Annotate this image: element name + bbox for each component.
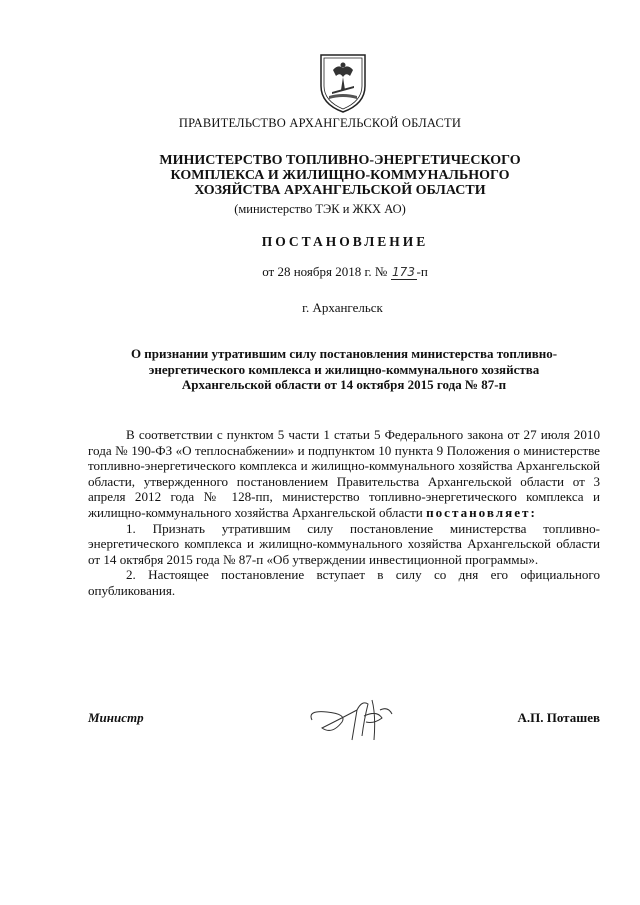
ministry-short-name: (министерство ТЭК и ЖКХ АО) [234,202,406,216]
ministry-name-line: ХОЗЯЙСТВА АРХАНГЕЛЬСКОЙ ОБЛАСТИ [194,183,486,198]
body-intro-text: В соответствии с пунктом 5 части 1 статьи 5 Федерального закона от 27 июля 2010 года № 190-ФЗ «О теплоснабжении» и подпунктом 10 пункта 9 Положения о министерстве топливно-энергетического комплекса и жилищно-коммунального хозяйства Архангельской области, утвержденного постановлением Правительства Архангельской области от 3 апреля 2012 года № 128-пп, министерство топливно-энергетического комплекса и жилищно-коммунального хозяйства Архангельской области [88,427,600,520]
document-date: от 28 ноября 2018 г. № [262,264,388,279]
document-title-line: О признании утратившим силу постановления министерства топливно- [130,346,558,361]
document-title-line: Архангельской области от 14 октября 2015 года № 87-п [181,377,507,392]
document-type: ПОСТАНОВЛЕНИЕ [261,234,429,249]
body-item-2: 2. Настоящее постановление вступает в силу со дня его официального опубликования. [88,567,600,598]
signatory-position: Министр [88,710,144,725]
signatory-name: А.П. Поташев [517,710,600,725]
document-number-suffix: -п [416,264,428,279]
handwritten-signature-icon [302,680,402,760]
document-body [88,427,600,599]
ministry-name-line: КОМПЛЕКСА И ЖИЛИЩНО-КОММУНАЛЬНОГО [170,168,510,183]
ministry-name-line: МИНИСТЕРСТВО ТОПЛИВНО-ЭНЕРГЕТИЧЕСКОГО [159,153,521,168]
document-title [88,346,600,393]
coat-of-arms-icon [318,52,368,114]
document-city: г. Архангельск [302,300,383,315]
government-name: ПРАВИТЕЛЬСТВО АРХАНГЕЛЬСКОЙ ОБЛАСТИ [178,116,462,130]
body-intro-paragraph [88,427,600,521]
ministry-name [120,153,560,198]
decree-word: постановляет: [426,504,537,520]
body-item-1: 1. Признать утратившим силу постановление министерства топливно-энергетического комплекса и жилищно-коммунального хозяйства Архангельской области от 14 октября 2015 года № 87-п «Об утверждении инвестиционной программы». [88,520,600,567]
document-number: 173 [392,265,415,279]
document-date-number [0,264,640,280]
document-title-line: энергетического комплекса и жилищно-коммунального хозяйства [148,361,540,377]
